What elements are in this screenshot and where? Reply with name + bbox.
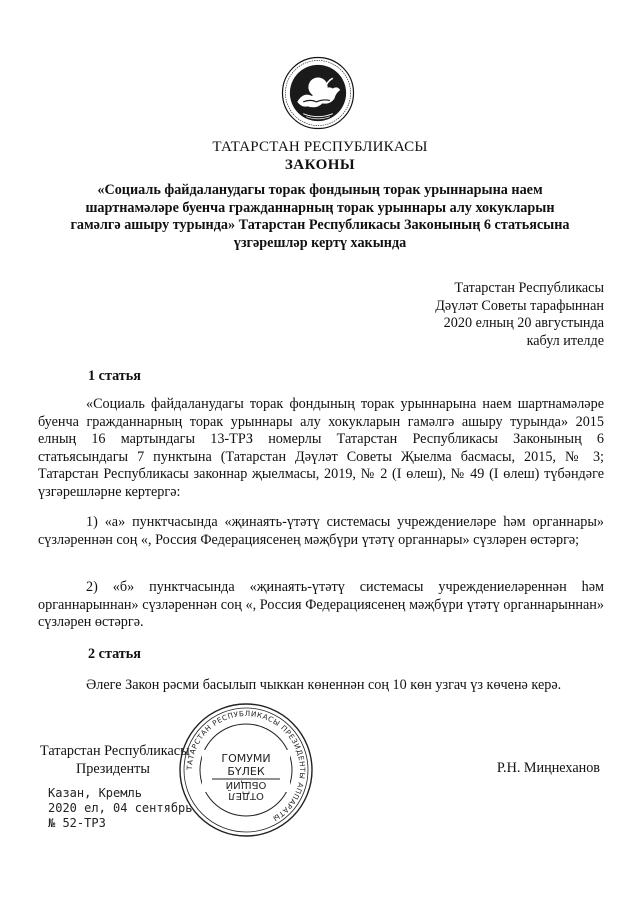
signatory-position-line: Президенты (76, 761, 150, 777)
document-type-heading: ЗАКОНЫ (284, 157, 356, 173)
organization-heading: ТАТАРСТАН РЕСПУБЛИКАСЫ (212, 139, 428, 155)
adoption-line: 2020 елның 20 августында (443, 315, 604, 332)
tatarstan-emblem-icon (281, 56, 355, 130)
adoption-line: Дәүләт Советы тарафыннан (435, 297, 604, 314)
signatory-name: Р.Н. Миңнеханов (496, 760, 600, 776)
seal-line: ОБЩИЙ (225, 779, 267, 790)
seal-line: БҮЛЕК (227, 765, 265, 778)
article-1-item-2: 2) «б» пунктчасында «җинаять-үтәтү системасы учреждениеләреннән һәм органнарыннан» сүзләреннән соң «, Россия Федерациясенең мәҗбүри үтәтү органнарыннан» сүзләрен өстәргә. (38, 579, 604, 631)
adoption-line: Татарстан Республикасы (454, 280, 604, 296)
law-title-line: «Социаль файдаланудагы торак фондының торак урыннарына наем (97, 182, 543, 198)
adoption-note (364, 280, 604, 350)
law-title-line: шартнамәләре буенча гражданнарның торак урыннары алу хокукларын (85, 199, 555, 216)
article-2-text: Әлеге Закон рәсми басылып чыккан көненнән соң 10 көн узгач үз көченә керә. (86, 677, 562, 693)
seal-line: ГОМУМИ (221, 752, 271, 765)
law-title (40, 182, 600, 252)
seal-line: ОТДЕЛ (228, 790, 264, 801)
official-seal-stamp (176, 700, 316, 840)
law-title-line: гамәлгә ашыру турында» Татарстан Республикасы Законының 6 статьясына (70, 217, 570, 233)
adoption-line: кабул ителде (526, 332, 604, 349)
article-2-heading: 2 статья (88, 646, 141, 662)
place-line: Казан, Кремль (48, 786, 142, 800)
seal-ring-text: ТАТАРСТАН РЕСПУБЛИКАСЫ ПРЕЗИДЕНТЫ АППАРАТЫ (184, 708, 308, 824)
signatory-position (40, 742, 190, 778)
place-date-number (48, 786, 193, 831)
law-number-line: № 52-ТРЗ (48, 816, 106, 830)
signatory-position-line: Татарстан Республикасы (40, 743, 190, 759)
article-1-intro: «Социаль файдаланудагы торак фондының торак урыннарына наем шартнамәләре буенча гражданнарның торак урыннары алу хокукларын гамәлгә ашыру турында» 2015 елның 16 мартындагы 13-ТРЗ номерлы Татарстан Республикасы Законының 6 статьясындагы 7 пунктына (Татарстан Дәүләт Советы Җыелма басмасы, 2015, № 3; Татарстан Республикасы законнар җыелмасы, 2019, № 2 (I өлеш), № 49 (I өлеш) түбәндәге үзгәрешләрне кертергә: (38, 396, 604, 500)
article-1-item-1: 1) «а» пунктчасында «җинаять-үтәтү системасы учреждениеләре һәм органнары» сүзләреннән соң «, Россия Федерациясенең мәҗбүри үтәтү органнары» сүзләрен өстәргә; (38, 514, 604, 548)
law-title-line: үзгәрешләр кертү хакында (233, 234, 407, 251)
date-line: 2020 ел, 04 сентябрь (48, 801, 193, 815)
article-1-heading: 1 статья (88, 368, 141, 384)
